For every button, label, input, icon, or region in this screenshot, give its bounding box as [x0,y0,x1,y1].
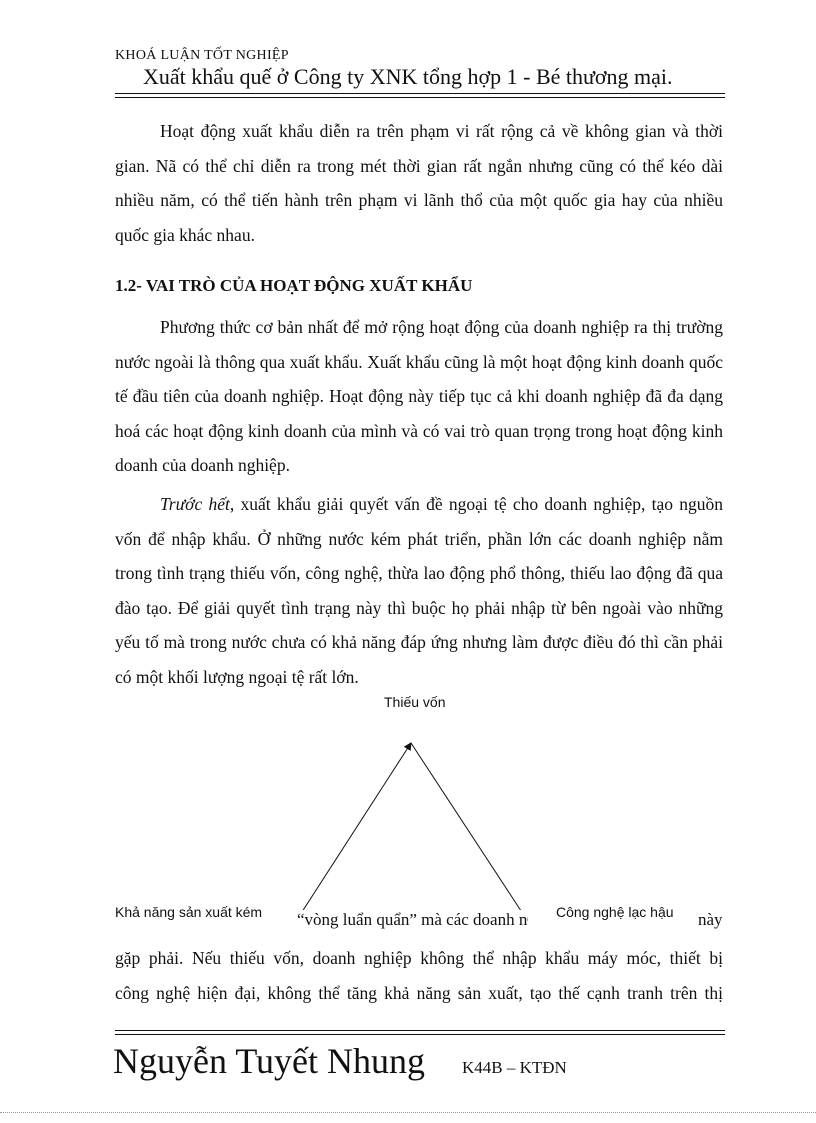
diagram-caption-fragment: “vòng luẩn quẩn” mà các doanh n [297,910,528,929]
diagram-label-right: Công nghệ lạc hậu [556,904,674,920]
diagram-label-left: Khả năng sản xuất kém [115,904,263,920]
author-name: Nguyễn Tuyết Nhung [113,1041,426,1081]
class-code: K44B – KTĐN [462,1058,567,1077]
continuation-line-1: gặp phải. Nếu thiếu vốn, doanh nghiệp không thể nhập khẩu máy móc, thiết bị [115,948,723,968]
header-label: KHOÁ LUẬN TỐT NGHIỆP [115,48,289,63]
footer-rule [115,1030,725,1035]
continuation-line-2: công nghệ hiện đại, không thể tăng khả năng sản xuất, tạo thế cạnh tranh trên thị [115,983,723,1003]
diagram-label-top: Thiếu vốn [384,694,446,710]
paragraph-3-rest: , xuất khẩu giải quyết vấn đề ngoại tệ cho doanh nghiệp, tạo nguồn vốn để nhập khẩu. Ở những nước kém phát triển, phần lớn các doanh nghiệp nằm trong tình trạng thiếu vốn, công nghệ, thừa lao động phổ thông, thiếu lao động đã qua đào tạo. Để giải quyết tình trạng này thì buộc họ phải nhập từ bên ngoài vào những yếu tố mà trong nước chưa có khả năng đáp ứng nhưng làm được điều đó thì cần phải có một khối lượng ngoại tệ rất lớn. [115,494,723,687]
arrow-top-to-right [411,743,527,920]
paragraph-1-text: Hoạt động xuất khẩu diễn ra trên phạm vi rất rộng cả về không gian và thời gian. Nã có thể chỉ diễn ra trong mét thời gian rất ngắn nhưng cũng có thể kéo dài nhiều năm, có thể tiến hành trên phạm vi lãnh thổ của một quốc gia hay của nhiều quốc gia khác nhau. [115,121,723,245]
diagram-caption-tail: này [698,910,723,929]
document-title: Xuất khẩu quế ở Công ty XNK tổng hợp 1 - Bé thương mại. [143,64,673,89]
paragraph-3-italic: Trước hết [160,494,230,514]
page-bottom-border [0,1112,816,1113]
arrow-left-to-top [300,743,411,915]
section-heading: 1.2- VAI TRÒ CỦA HOẠT ĐỘNG XUẤT KHẨU [115,276,473,295]
paragraph-2-text: Phương thức cơ bản nhất để mở rộng hoạt động của doanh nghiệp ra thị trường nước ngoài là thông qua xuất khẩu. Xuất khẩu cũng là một hoạt động kinh doanh quốc tế đầu tiên của doanh nghiệp. Hoạt động này tiếp tục cả khi doanh nghiệp đã đa dạng hoá các hoạt động kinh doanh của mình và có vai trò quan trọng trong hoạt động kinh doanh của doanh nghiệp. [115,317,723,476]
